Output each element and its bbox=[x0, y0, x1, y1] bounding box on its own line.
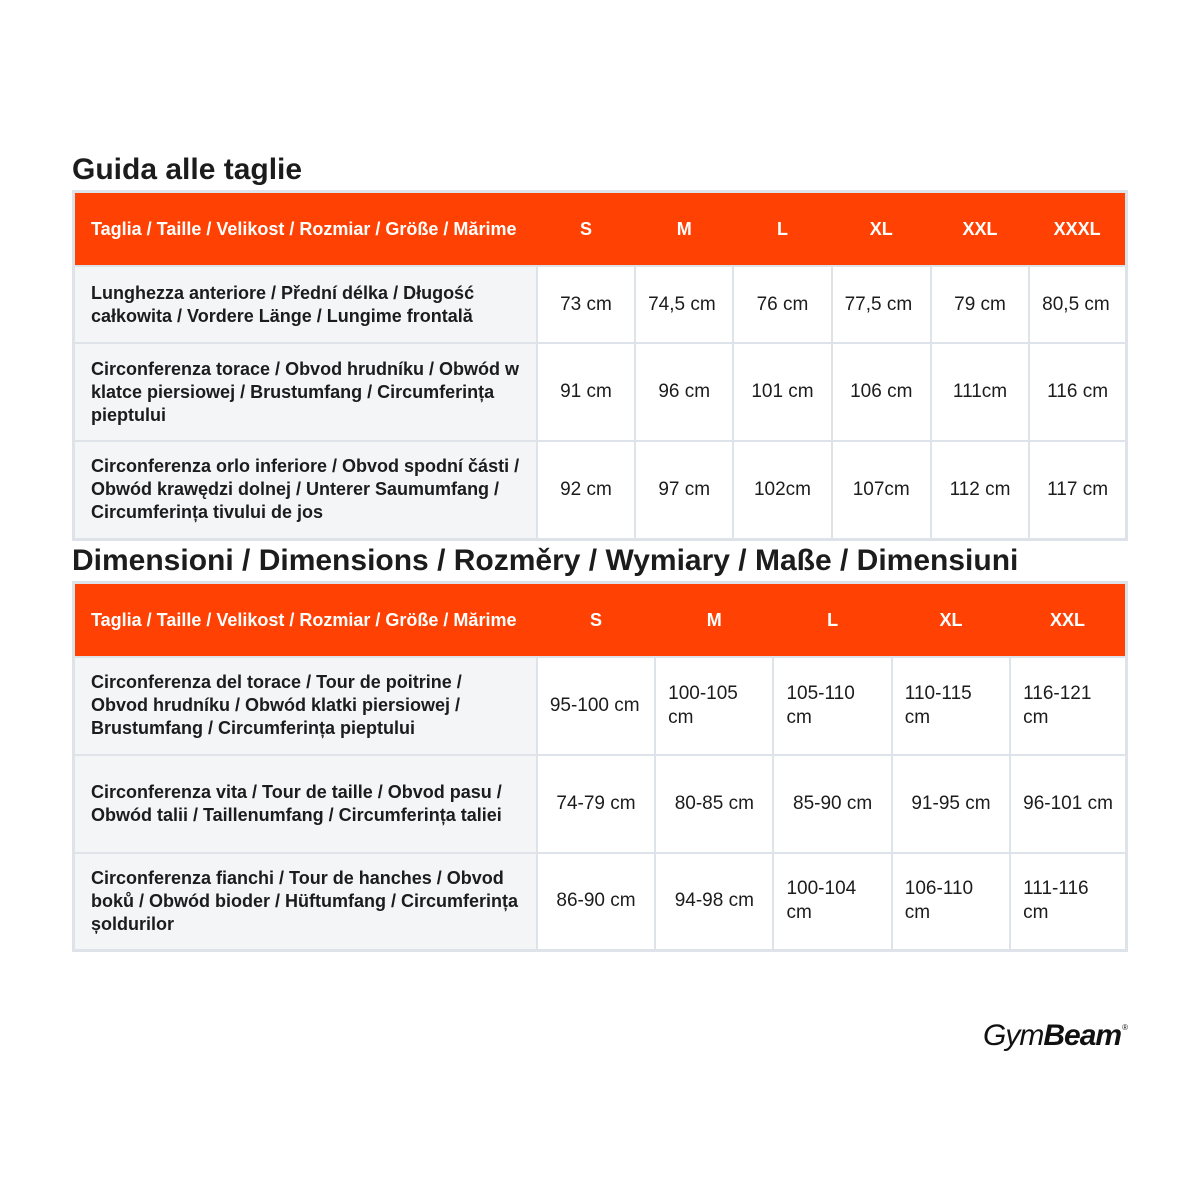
logo-beam-text: Beam bbox=[1043, 1019, 1122, 1052]
measurement-cell: 80-85 cm bbox=[655, 755, 773, 853]
measurement-cell: 85-90 cm bbox=[773, 755, 891, 853]
size-guide-title: Guida alle taglie bbox=[72, 153, 303, 186]
size-column-header: XL bbox=[892, 582, 1010, 657]
measurement-cell: 91 cm bbox=[537, 343, 635, 441]
table-row bbox=[74, 441, 1127, 539]
size-header-label: Taglia / Taille / Velikost / Rozmiar / Größe / Mărime bbox=[74, 192, 537, 267]
size-column-header: S bbox=[537, 582, 655, 657]
size-guide-header-row bbox=[74, 192, 1127, 267]
dimensions-table bbox=[72, 581, 1128, 953]
measurement-cell: 80,5 cm bbox=[1029, 266, 1126, 343]
measurement-cell: 97 cm bbox=[635, 441, 733, 539]
measurement-cell: 77,5 cm bbox=[832, 266, 931, 343]
row-label: Circonferenza vita / Tour de taille / Obvod pasu / Obwód talii / Taillenumfang / Circumferința taliei bbox=[74, 755, 537, 853]
table-row bbox=[74, 343, 1127, 441]
dimensions-header-row bbox=[74, 582, 1127, 657]
measurement-cell: 86-90 cm bbox=[537, 853, 655, 951]
size-header-label: Taglia / Taille / Velikost / Rozmiar / Größe / Mărime bbox=[74, 582, 537, 657]
row-label: Circonferenza fianchi / Tour de hanches / Obvod boků / Obwód bioder / Hüftumfang / Circumferința șoldurilor bbox=[74, 853, 537, 951]
measurement-cell: 96-101 cm bbox=[1010, 755, 1126, 853]
measurement-cell: 95-100 cm bbox=[537, 657, 655, 755]
measurement-cell: 100-105 cm bbox=[655, 657, 773, 755]
table-row bbox=[74, 657, 1127, 755]
logo-wordmark bbox=[983, 1018, 1121, 1054]
size-column-header: S bbox=[537, 192, 635, 267]
table-row bbox=[74, 755, 1127, 853]
measurement-cell: 92 cm bbox=[537, 441, 635, 539]
size-column-header: XXXL bbox=[1029, 192, 1126, 267]
measurement-cell: 96 cm bbox=[635, 343, 733, 441]
measurement-cell: 116 cm bbox=[1029, 343, 1126, 441]
measurement-cell: 94-98 cm bbox=[655, 853, 773, 951]
measurement-cell: 74-79 cm bbox=[537, 755, 655, 853]
measurement-cell: 112 cm bbox=[931, 441, 1029, 539]
size-guide-table bbox=[72, 190, 1128, 541]
gymbeam-logo bbox=[983, 1018, 1128, 1058]
size-column-header: XL bbox=[832, 192, 931, 267]
dimensions-title: Dimensioni / Dimensions / Rozměry / Wymiary / Maße / Dimensiuni bbox=[72, 543, 1019, 577]
measurement-cell: 107cm bbox=[832, 441, 931, 539]
measurement-cell: 116-121 cm bbox=[1010, 657, 1126, 755]
measurement-cell: 106 cm bbox=[832, 343, 931, 441]
table-row bbox=[74, 266, 1127, 343]
measurement-cell: 117 cm bbox=[1029, 441, 1126, 539]
measurement-cell: 73 cm bbox=[537, 266, 635, 343]
measurement-cell: 110-115 cm bbox=[892, 657, 1010, 755]
row-label: Lunghezza anteriore / Přední délka / Długość całkowita / Vordere Länge / Lungime frontală bbox=[74, 266, 537, 343]
registered-mark: ® bbox=[1122, 1023, 1128, 1032]
size-column-header: L bbox=[773, 582, 891, 657]
measurement-cell: 102cm bbox=[733, 441, 831, 539]
measurement-cell: 91-95 cm bbox=[892, 755, 1010, 853]
measurement-cell: 106-110 cm bbox=[892, 853, 1010, 951]
measurement-cell: 105-110 cm bbox=[773, 657, 891, 755]
size-column-header: M bbox=[655, 582, 773, 657]
measurement-cell: 111cm bbox=[931, 343, 1029, 441]
size-column-header: M bbox=[635, 192, 733, 267]
row-label: Circonferenza del torace / Tour de poitrine / Obvod hrudníku / Obwód klatki piersiowej / Brustumfang / Circumferința pieptului bbox=[74, 657, 537, 755]
measurement-cell: 74,5 cm bbox=[635, 266, 733, 343]
measurement-cell: 100-104 cm bbox=[773, 853, 891, 951]
measurement-cell: 79 cm bbox=[931, 266, 1029, 343]
logo-gym-text: Gym bbox=[983, 1019, 1044, 1052]
size-column-header: XXL bbox=[931, 192, 1029, 267]
size-column-header: XXL bbox=[1010, 582, 1126, 657]
row-label: Circonferenza orlo inferiore / Obvod spodní části / Obwód krawędzi dolnej / Unterer Saumumfang / Circumferința tivului de jos bbox=[74, 441, 537, 539]
measurement-cell: 76 cm bbox=[733, 266, 831, 343]
size-column-header: L bbox=[733, 192, 831, 267]
size-guide-page bbox=[72, 150, 1128, 952]
row-label: Circonferenza torace / Obvod hrudníku / Obwód w klatce piersiowej / Brustumfang / Circumferința pieptului bbox=[74, 343, 537, 441]
table-row bbox=[74, 853, 1127, 951]
measurement-cell: 111-116 cm bbox=[1010, 853, 1126, 951]
measurement-cell: 101 cm bbox=[733, 343, 831, 441]
